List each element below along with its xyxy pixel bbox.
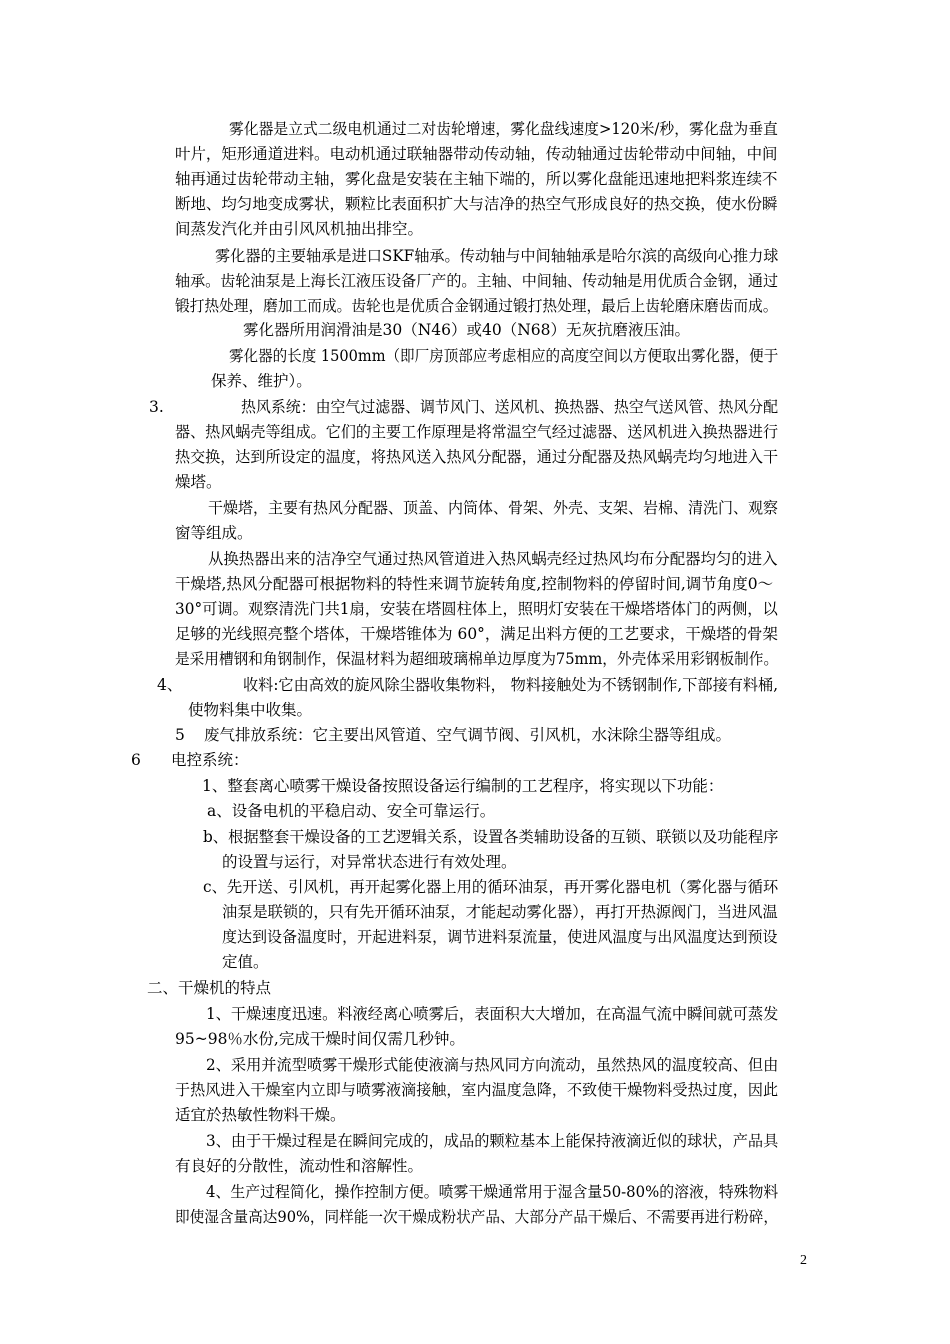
electric-item-c-line-4: 定值。 bbox=[222, 953, 269, 971]
atomizer-p2-line-2: 轴承。齿轮油泵是上海长江液压设备厂产的。主轴、中间轴、传动轴是用优质合金钢，通过 bbox=[175, 272, 779, 290]
atomizer-p1-line-1: 雾化器是立式二级电机通过二对齿轮增速，雾化盘线速度>120米/秒，雾化盘为垂直 bbox=[229, 120, 778, 138]
tower-p2-line-1: 从换热器出来的洁净空气通过热风管道进入热风蜗壳经过热风均布分配器均匀的进入 bbox=[208, 550, 778, 568]
electric-item-c-line-1: c、先开送、引风机，再开起雾化器上用的循环油泵，再开雾化器电机（雾化器与循环 bbox=[203, 878, 779, 896]
hot-air-line-1: 热风系统：由空气过滤器、调节风门、送风机、换热器、热空气送风管、热风分配 bbox=[241, 398, 779, 416]
feature-2-line-3: 适宜於热敏性物料干燥。 bbox=[175, 1106, 346, 1124]
electric-intro: 1、整套离心喷雾干燥设备按照设备运行编制的工艺程序，将实现以下功能： bbox=[202, 777, 724, 795]
electric-number: 6 bbox=[131, 751, 141, 769]
electric-item-b-line-1: b、根据整套干燥设备的工艺逻辑关系，设置各类辅助设备的互锁、联锁以及功能程序 bbox=[203, 828, 779, 846]
hot-air-number: 3. bbox=[149, 398, 164, 416]
collect-line-2: 使物料集中收集。 bbox=[188, 701, 313, 719]
exhaust-text: 废气排放系统：它主要出风管道、空气调节阀、引风机，水沫除尘器等组成。 bbox=[204, 726, 732, 744]
feature-3-line-2: 有良好的分散性，流动性和溶解性。 bbox=[175, 1157, 424, 1175]
feature-2-line-2: 于热风进入干燥室内立即与喷雾液滴接触，室内温度急降，不致使干燥物料受热过度，因此 bbox=[175, 1081, 779, 1099]
atomizer-p3: 雾化器所用润滑油是30（N46）或40（N68）无灰抗磨液压油。 bbox=[243, 321, 691, 339]
feature-4-line-1: 4、生产过程简化，操作控制方便。喷雾干燥通常用于湿含量50-80%的溶液，特殊物料 bbox=[206, 1183, 779, 1201]
tower-p1-line-2: 窗等组成。 bbox=[175, 524, 253, 542]
feature-2-line-1: 2、采用并流型喷雾干燥形式能使液滴与热风同方向流动，虽然热风的温度较高、但由 bbox=[206, 1056, 779, 1074]
page-number: 2 bbox=[800, 1253, 807, 1268]
electric-item-b-line-2: 的设置与运行，对异常状态进行有效处理。 bbox=[222, 853, 517, 871]
hot-air-line-3: 热交换，达到所设定的温度，将热风送入热风分配器，通过分配器及热风蜗壳均匀地进入干 bbox=[175, 448, 779, 466]
tower-p2-line-3: 30°可调。观察清洗门共1扇，安装在塔圆柱体上，照明灯安装在干燥塔塔体门的两侧，以 bbox=[175, 600, 778, 618]
hot-air-line-2: 器、热风蜗壳等组成。它们的主要工作原理是将常温空气经过滤器、送风机进入换热器进行 bbox=[175, 423, 779, 441]
feature-3-line-1: 3、由于干燥过程是在瞬间完成的，成品的颗粒基本上能保持液滴近似的球状，产品具 bbox=[206, 1132, 779, 1150]
electric-item-c-line-2: 油泵是联锁的，只有先开循环油泵，才能起动雾化器），再打开热源阀门，当进风温 bbox=[222, 903, 778, 921]
exhaust-number: 5 bbox=[175, 726, 185, 744]
atomizer-p2-line-1: 雾化器的主要轴承是进口SKF轴承。传动轴与中间轴轴承是哈尔滨的高级向心推力球 bbox=[215, 247, 779, 265]
electric-item-a: a、设备电机的平稳启动、安全可靠运行。 bbox=[207, 802, 496, 820]
electric-title: 电控系统： bbox=[171, 751, 249, 769]
atomizer-p1-line-5: 间蒸发汽化并由引风风机抽出排空。 bbox=[175, 220, 424, 238]
atomizer-p1-line-3: 轴再通过齿轮带动主轴，雾化盘是安装在主轴下端的，所以雾化盘能迅速地把料浆连续不 bbox=[175, 170, 778, 188]
electric-item-c-line-3: 度达到设备温度时，开起进料泵，调节进料泵流量，使进风温度与出风温度达到预设 bbox=[222, 928, 778, 946]
feature-1-line-1: 1、干燥速度迅速。料液经离心喷雾后，表面积大大增加，在高温气流中瞬间就可蒸发 bbox=[206, 1005, 779, 1023]
atomizer-p4-line-1: 雾化器的长度 1500mm（即厂房顶部应考虑相应的高度空间以方便取出雾化器，便于 bbox=[229, 347, 779, 365]
tower-p1-line-1: 干燥塔，主要有热风分配器、顶盖、内筒体、骨架、外壳、支架、岩棉、清洗门、观察 bbox=[208, 499, 778, 517]
tower-p2-line-2: 干燥塔,热风分配器可根据物料的特性来调节旋转角度,控制物料的停留时间,调节角度0～ bbox=[175, 575, 774, 593]
atomizer-p1-line-4: 断地、均匀地变成雾状，颗粒比表面积扩大与洁净的热空气形成良好的热交换，使水份瞬 bbox=[175, 195, 778, 213]
features-heading: 二、干燥机的特点 bbox=[147, 979, 272, 997]
hot-air-line-4: 燥塔。 bbox=[175, 473, 222, 491]
collect-line-1: 收料:它由高效的旋风除尘器收集物料， 物料接触处为不锈钢制作,下部接有料桶, bbox=[243, 676, 779, 694]
feature-1-line-2: 95~98％水份,完成干燥时间仅需几秒钟。 bbox=[175, 1030, 465, 1048]
collect-number: 4、 bbox=[157, 676, 183, 694]
tower-p2-line-5: 是采用槽钢和角钢制作，保温材料为超细玻璃棉单边厚度为75mm，外壳体采用彩钢板制作。 bbox=[175, 650, 779, 668]
tower-p2-line-4: 足够的光线照亮整个塔体，干燥塔锥体为 60°，满足出料方便的工艺要求，干燥塔的骨架 bbox=[175, 625, 778, 643]
atomizer-p2-line-3: 锻打热处理，磨加工而成。齿轮也是优质合金钢通过锻打热处理，最后上齿轮磨床磨齿而成。 bbox=[175, 297, 778, 315]
atomizer-p1-line-2: 叶片，矩形通道进料。电动机通过联轴器带动传动轴，传动轴通过齿轮带动中间轴，中间 bbox=[175, 145, 778, 163]
feature-4-line-2: 即使湿含量高达90%，同样能一次干燥成粉状产品、大部分产品干燥后、不需要再进行粉碎， bbox=[175, 1208, 778, 1226]
atomizer-p4-line-2: 保养、维护）。 bbox=[211, 372, 312, 390]
